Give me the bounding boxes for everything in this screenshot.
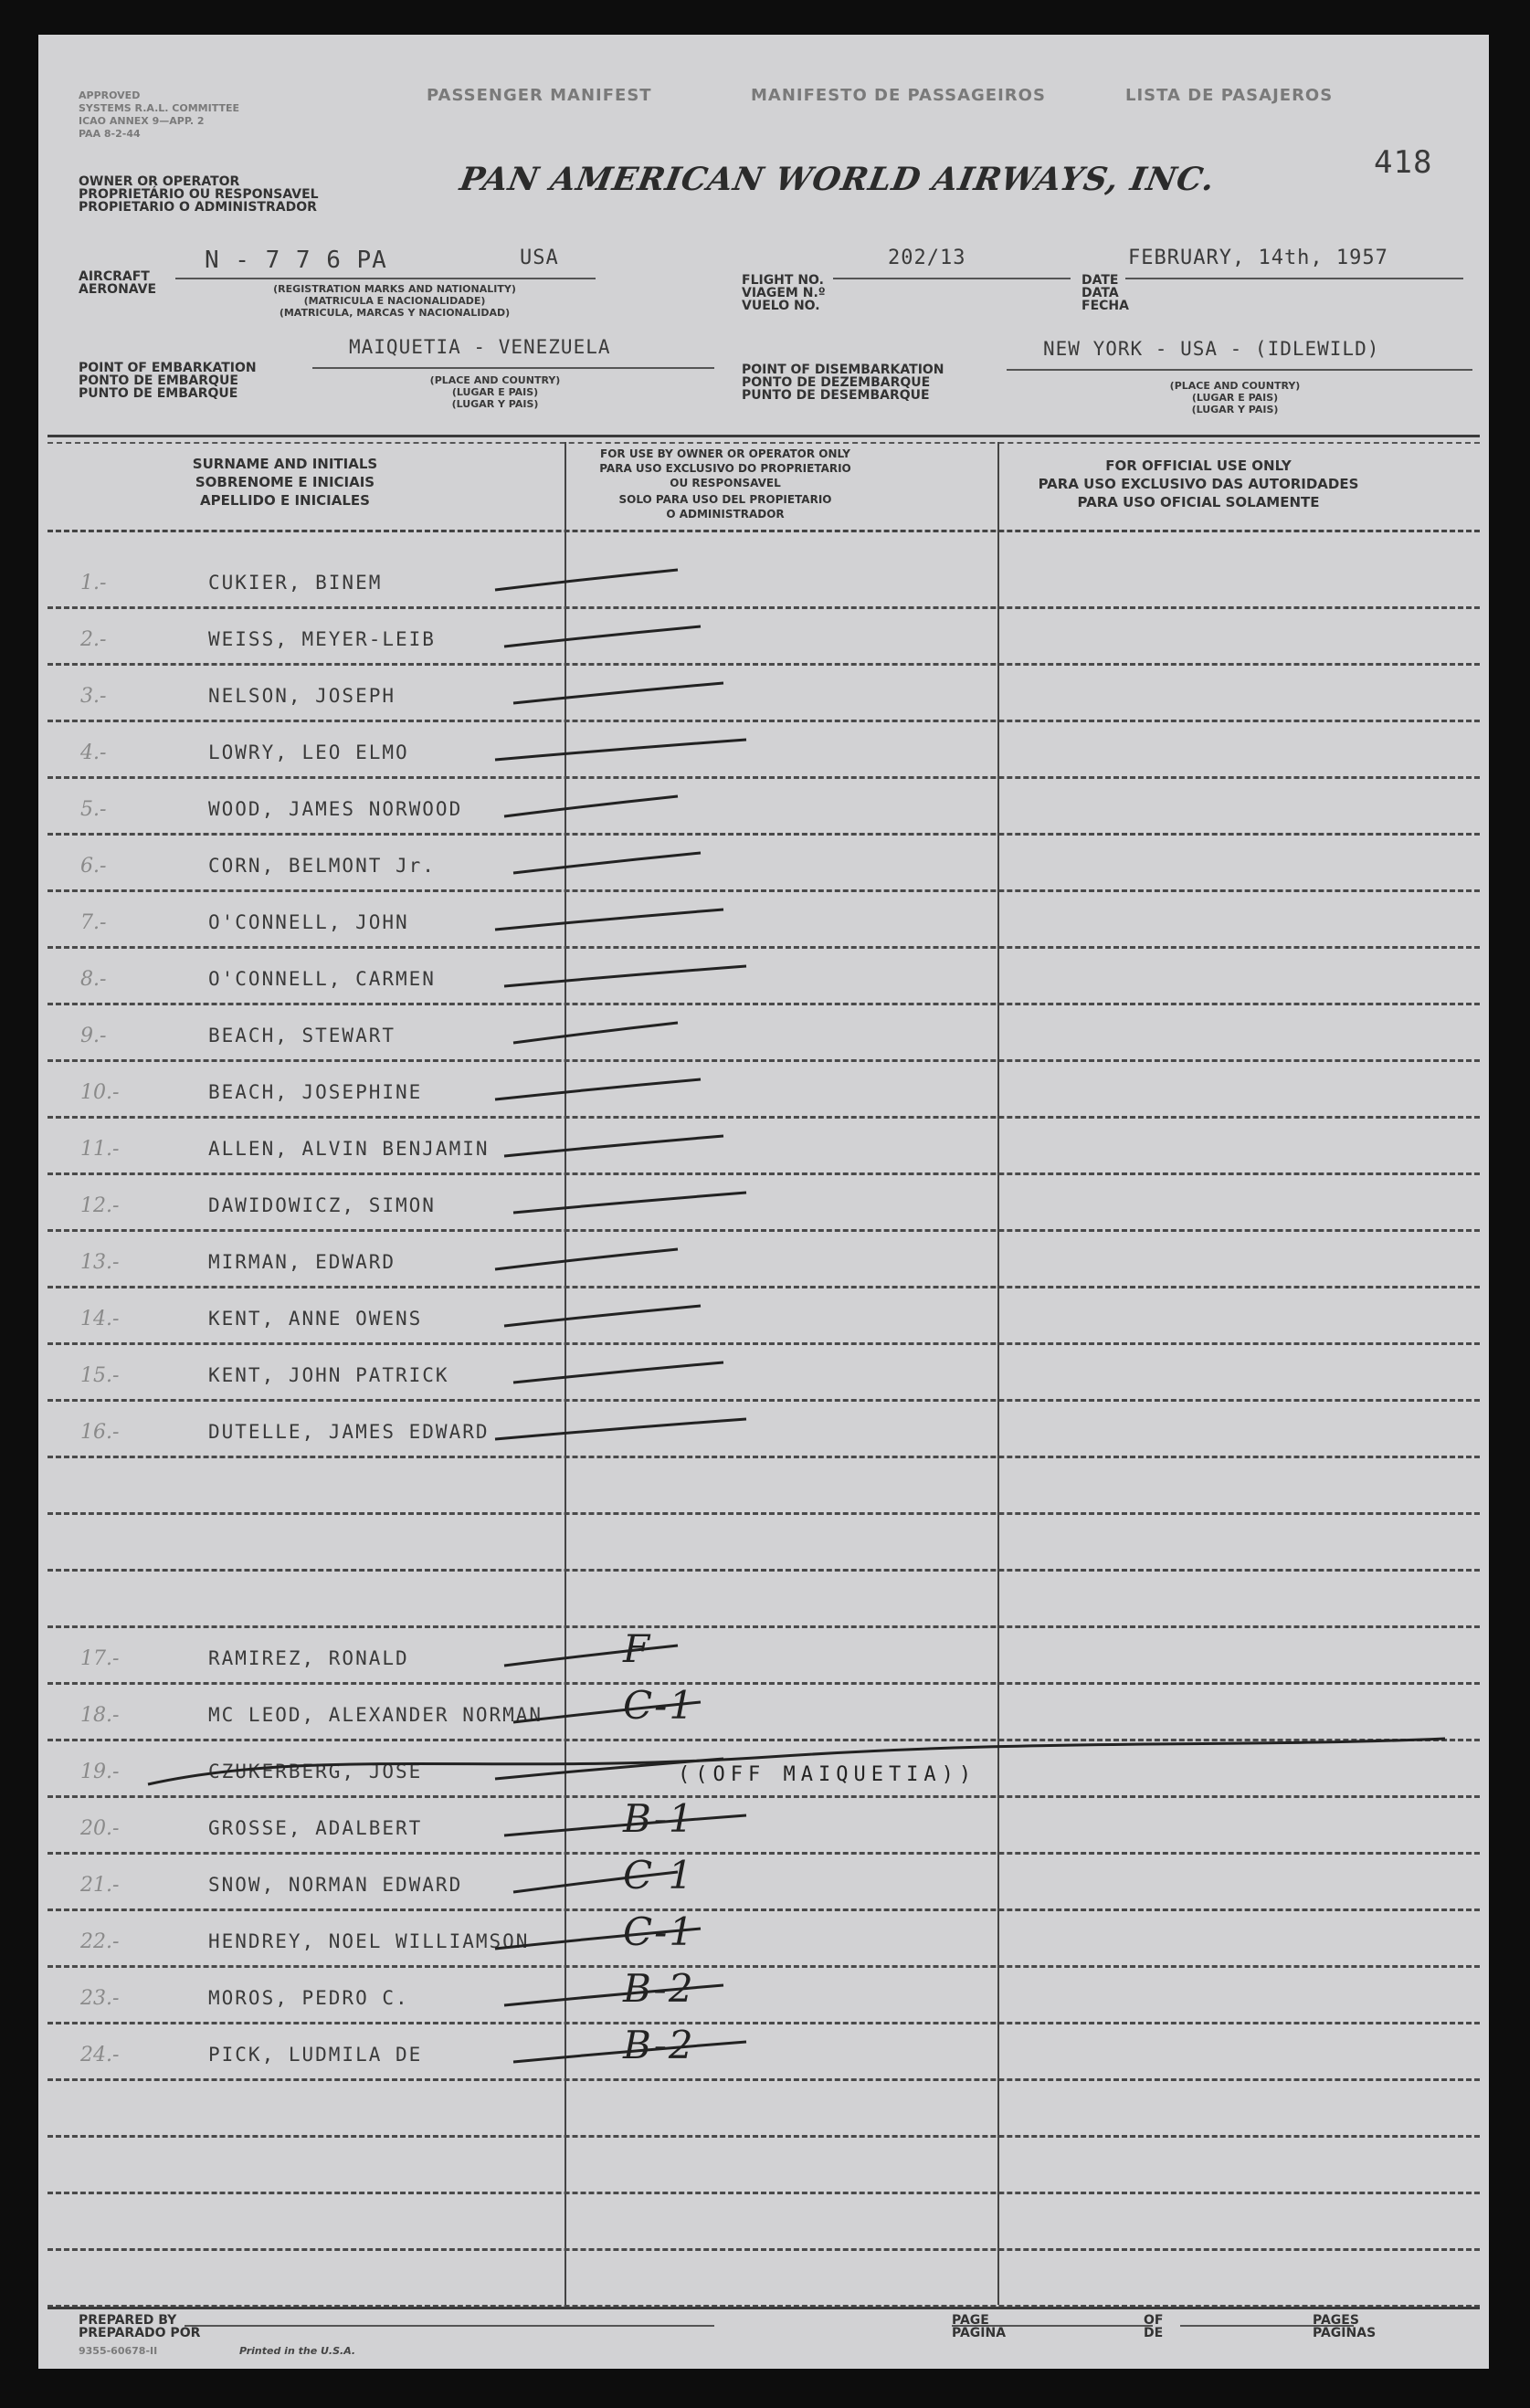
row-divider [47, 1229, 1480, 1232]
passenger-name: ALLEN, ALVIN BENJAMIN [208, 1138, 490, 1160]
passenger-name: DAWIDOWICZ, SIMON [208, 1194, 436, 1216]
manifest-sheet [38, 35, 1489, 2369]
row-divider [47, 1965, 1480, 1968]
passenger-name: NELSON, JOSEPH [208, 685, 396, 707]
row-divider [47, 2192, 1480, 2194]
title-lista: LISTA DE PASAJEROS [1125, 86, 1334, 105]
disembarkation-label-en: POINT OF DISEMBARKATION [742, 363, 944, 377]
of-label-pt: DE [1144, 2326, 1164, 2340]
passenger-name: O'CONNELL, CARMEN [208, 968, 436, 990]
aircraft-label-pt: AERONAVE [79, 282, 157, 297]
check-mark-stroke [495, 1249, 678, 1269]
row-number: 24.- [80, 2044, 120, 2066]
row-divider [47, 833, 1480, 836]
seat-mark: B-2 [623, 2023, 695, 2067]
row-divider [47, 2135, 1480, 2138]
col-header-owner-2: PARA USO EXCLUSIVO DO PROPRIETARIO [599, 462, 851, 475]
check-mark-stroke [513, 1362, 723, 1383]
aircraft-sub-2: (MATRICULA E NACIONALIDADE) [303, 295, 486, 307]
embarkation-sub-2: (LUGAR E PAIS) [451, 386, 539, 398]
date-value: FEBRUARY, 14th, 1957 [1128, 247, 1388, 269]
row-divider [47, 1399, 1480, 1402]
seat-mark: B-2 [623, 1966, 695, 2011]
page-label-en: PAGE [952, 2313, 989, 2328]
check-mark-stroke [495, 1079, 701, 1099]
passenger-name: WOOD, JAMES NORWOOD [208, 798, 463, 820]
col-header-official-en: FOR OFFICIAL USE ONLY [1105, 457, 1292, 474]
check-mark-stroke [504, 626, 701, 647]
row-divider [47, 946, 1480, 949]
col-header-official-es: PARA USO OFICIAL SOLAMENTE [1077, 494, 1320, 510]
embarkation-underline [312, 367, 714, 369]
check-mark-stroke [513, 2042, 746, 2062]
aircraft-underline [175, 278, 596, 279]
seat-mark: C-1 [623, 1683, 696, 1728]
disembarkation-label-es: PUNTO DE DESEMBARQUE [742, 388, 930, 403]
row-divider [47, 1456, 1480, 1458]
row-number: 13.- [80, 1251, 120, 1274]
col-header-owner-3: OU RESPONSAVEL [670, 477, 781, 489]
passenger-name: DUTELLE, JAMES EDWARD [208, 1421, 490, 1443]
row-divider [47, 1342, 1480, 1345]
col-header-surname-en: SURNAME AND INITIALS [192, 456, 378, 472]
row-number: 16.- [80, 1421, 120, 1444]
page-line [952, 2325, 1153, 2327]
row-divider [47, 720, 1480, 722]
passenger-name: KENT, JOHN PATRICK [208, 1364, 449, 1386]
col-header-owner-1: FOR USE BY OWNER OR OPERATOR ONLY [600, 447, 850, 460]
date-label-pt: DATA [1082, 286, 1119, 300]
row-divider [47, 1512, 1480, 1515]
title-passenger-manifest: PASSENGER MANIFEST [427, 86, 652, 105]
pages-label-en: PAGES [1313, 2313, 1359, 2328]
check-mark-stroke [504, 1646, 678, 1666]
form-number: 9355-60678-II [79, 2345, 158, 2357]
passenger-name: CORN, BELMONT Jr. [208, 855, 436, 877]
row-divider [47, 1116, 1480, 1119]
row-number: 6.- [80, 855, 107, 878]
embarkation-sub-1: (PLACE AND COUNTRY) [429, 374, 561, 386]
date-label-es: FECHA [1082, 299, 1129, 313]
row-divider [47, 1059, 1480, 1062]
aircraft-registration: N - 7 7 6 PA [205, 247, 387, 274]
passenger-name: SNOW, NORMAN EDWARD [208, 1874, 463, 1896]
row-divider [47, 2248, 1480, 2251]
check-mark-stroke [513, 1872, 678, 1892]
prepared-by-line [185, 2325, 714, 2327]
check-mark-stroke [495, 1419, 746, 1439]
table-top-rule-2 [47, 442, 1480, 444]
row-number: 3.- [80, 685, 107, 708]
printed-in: Printed in the U.S.A. [239, 2345, 356, 2357]
table-top-rule [47, 435, 1480, 437]
row-divider [47, 1003, 1480, 1005]
row-number: 20.- [80, 1817, 120, 1840]
pages-label-pt: PAGINAS [1313, 2326, 1377, 2340]
row-number: 15.- [80, 1364, 120, 1387]
check-mark-stroke [504, 796, 678, 816]
passenger-name: PICK, LUDMILA DE [208, 2044, 423, 2066]
row-number: 12.- [80, 1194, 120, 1217]
seat-mark: C 1 [623, 1853, 695, 1898]
row-divider [47, 889, 1480, 892]
disembarkation-value: NEW YORK - USA - (IDLEWILD) [1043, 338, 1380, 360]
row-divider [47, 1739, 1480, 1741]
check-mark-stroke [513, 853, 701, 873]
col-header-owner-4: SOLO PARA USO DEL PROPIETARIO [618, 493, 832, 506]
row-number: 11.- [80, 1138, 120, 1161]
seat-mark: C-1 [623, 1909, 696, 1954]
disembarkation-sub-2: (LUGAR E PAIS) [1191, 392, 1279, 404]
row-divider [47, 1625, 1480, 1628]
flight-label-en: FLIGHT NO. [742, 273, 824, 288]
seat-mark: B-1 [623, 1796, 695, 1841]
check-mark-stroke [495, 910, 723, 930]
approval-line-1: APPROVED [79, 89, 141, 101]
seat-mark: F [623, 1626, 652, 1671]
check-mark-stroke [504, 1136, 723, 1156]
embarkation-label-pt: PONTO DE EMBARQUE [79, 373, 238, 388]
row-divider [47, 1682, 1480, 1685]
approval-line-2: SYSTEMS R.A.L. COMMITTEE [79, 102, 239, 114]
row-divider [47, 1852, 1480, 1855]
disembarkation-sub-3: (LUGAR Y PAIS) [1191, 404, 1279, 415]
row-number: 4.- [80, 741, 107, 764]
approval-line-3: ICAO ANNEX 9—APP. 2 [79, 115, 205, 127]
flight-underline [833, 278, 1071, 279]
company-name: PAN AMERICAN WORLD AIRWAYS, INC. [457, 161, 1219, 198]
row-number: 9.- [80, 1025, 107, 1047]
embarkation-sub-3: (LUGAR Y PAIS) [451, 398, 539, 410]
prepared-by-pt: PREPARADO POR [79, 2326, 201, 2340]
row-number: 19.- [80, 1761, 120, 1783]
title-manifesto: MANIFESTO DE PASSAGEIROS [751, 86, 1046, 105]
col-header-surname-pt: SOBRENOME E INICIAIS [195, 474, 375, 490]
aircraft-label: AIRCRAFT [79, 269, 150, 284]
passenger-name: GROSSE, ADALBERT [208, 1817, 423, 1839]
header-bottom-rule [47, 530, 1480, 532]
row-number: 10.- [80, 1081, 120, 1104]
footer-rule [47, 2307, 1480, 2309]
off-note: ((OFF MAIQUETIA)) [678, 1763, 977, 1786]
col-header-owner-5: O ADMINISTRADOR [666, 508, 785, 521]
disembarkation-underline [1007, 369, 1472, 371]
row-divider [47, 2022, 1480, 2024]
passenger-name: MC LEOD, ALEXANDER NORMAN [208, 1704, 543, 1726]
passenger-name: MIRMAN, EDWARD [208, 1251, 396, 1273]
owner-label-pt: PROPRIETÁRIO OU RESPONSAVEL [79, 187, 319, 202]
row-divider [47, 1795, 1480, 1798]
check-mark-stroke [513, 1193, 746, 1213]
prepared-by-en: PREPARED BY [79, 2313, 177, 2328]
page-number: 418 [1374, 144, 1433, 181]
row-number: 22.- [80, 1930, 120, 1953]
row-divider [47, 1909, 1480, 1911]
of-label-en: OF [1144, 2313, 1164, 2328]
passenger-name: LOWRY, LEO ELMO [208, 741, 409, 763]
col-header-surname-es: APELLIDO E INICIALES [200, 492, 370, 509]
date-label-en: DATE [1082, 273, 1119, 288]
aircraft-nationality: USA [520, 247, 559, 269]
page-label-pt: PAGINA [952, 2326, 1007, 2340]
row-divider [47, 1172, 1480, 1175]
row-divider [47, 1569, 1480, 1572]
passenger-name: CUKIER, BINEM [208, 572, 383, 594]
check-mark-stroke [504, 1306, 701, 1326]
passenger-name: O'CONNELL, JOHN [208, 911, 409, 933]
approval-line-4: PAA 8-2-44 [79, 128, 141, 140]
row-number: 23.- [80, 1987, 120, 2010]
check-mark-stroke [513, 1023, 678, 1043]
row-number: 7.- [80, 911, 107, 934]
row-number: 17.- [80, 1647, 120, 1670]
row-number: 1.- [80, 572, 107, 594]
check-mark-stroke [504, 966, 746, 986]
aircraft-sub-3: (MATRICULA, MARCAS Y NACIONALIDAD) [279, 307, 511, 319]
flight-label-pt: VIAGEM N.º [742, 286, 826, 300]
passenger-name: KENT, ANNE OWENS [208, 1308, 423, 1330]
passenger-name: HENDREY, NOEL WILLIAMSON [208, 1930, 530, 1952]
flight-label-es: VUELO NO. [742, 299, 820, 313]
check-mark-stroke [495, 1759, 723, 1779]
embarkation-label-en: POINT OF EMBARKATION [79, 361, 257, 375]
passenger-name: CZUKERBERG, JOSE [208, 1761, 423, 1782]
row-divider [47, 606, 1480, 609]
disembarkation-sub-1: (PLACE AND COUNTRY) [1169, 380, 1301, 392]
row-number: 5.- [80, 798, 107, 821]
row-number: 8.- [80, 968, 107, 991]
flight-number: 202/13 [888, 247, 966, 269]
check-mark-stroke [495, 740, 746, 760]
embarkation-value: MAIQUETIA - VENEZUELA [349, 336, 611, 358]
check-mark-stroke [504, 1985, 723, 2005]
passenger-name: RAMIREZ, RONALD [208, 1647, 409, 1669]
row-number: 2.- [80, 628, 107, 651]
owner-label-es: PROPIETARIO O ADMINISTRADOR [79, 200, 317, 215]
row-divider [47, 776, 1480, 779]
date-underline [1125, 278, 1463, 279]
embarkation-label-es: PUNTO DE EMBARQUE [79, 386, 238, 401]
passenger-name: BEACH, STEWART [208, 1025, 396, 1046]
row-divider [47, 2078, 1480, 2081]
row-number: 18.- [80, 1704, 120, 1727]
row-divider [47, 663, 1480, 666]
row-number: 14.- [80, 1308, 120, 1330]
check-mark-stroke [504, 1815, 746, 1835]
check-mark-stroke [513, 683, 723, 703]
disembarkation-label-pt: PONTO DE DEZEMBARQUE [742, 375, 931, 390]
aircraft-sub-1: (REGISTRATION MARKS AND NATIONALITY) [273, 283, 516, 295]
row-number: 21.- [80, 1874, 120, 1897]
passenger-name: WEISS, MEYER-LEIB [208, 628, 436, 650]
col-header-official-pt: PARA USO EXCLUSIVO DAS AUTORIDADES [1038, 476, 1359, 492]
row-divider [47, 1286, 1480, 1288]
check-mark-stroke [495, 570, 678, 590]
passenger-name: MOROS, PEDRO C. [208, 1987, 409, 2009]
passenger-name: BEACH, JOSEPHINE [208, 1081, 423, 1103]
owner-label-en: OWNER OR OPERATOR [79, 174, 240, 189]
